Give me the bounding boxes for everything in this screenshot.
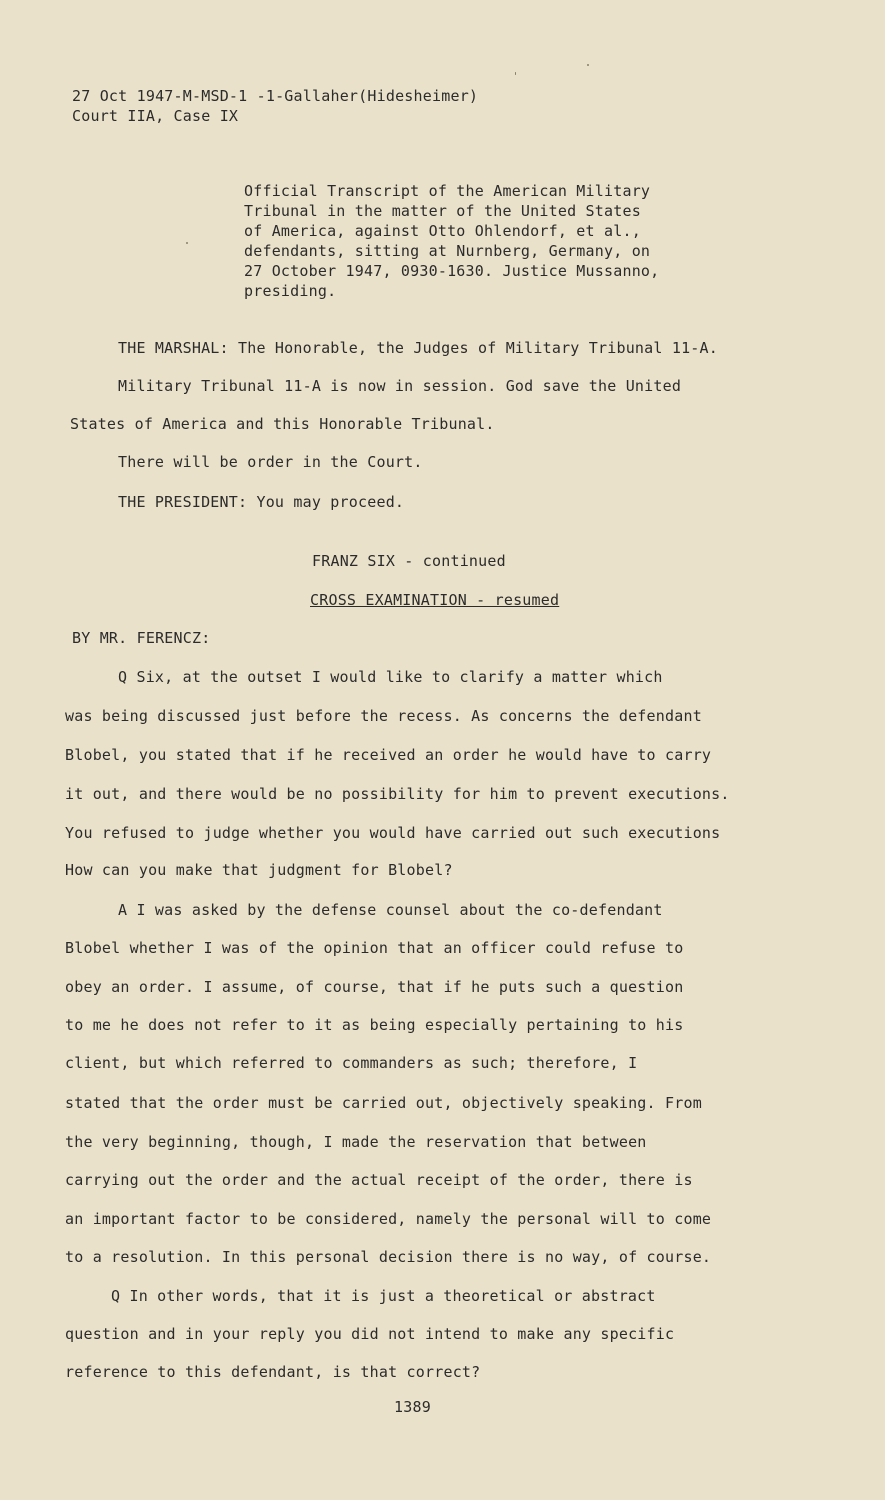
page-number: 1389 xyxy=(394,1398,431,1416)
testimony-line: to me he does not refer to it as being especially pertaining to his xyxy=(65,1016,684,1034)
testimony-line: You refused to judge whether you would have carried out such executions xyxy=(65,824,721,842)
testimony-line: it out, and there would be no possibility for him to prevent executions. xyxy=(65,785,730,803)
testimony-line: to a resolution. In this personal decision there is no way, of course. xyxy=(65,1248,712,1266)
testimony-line: the very beginning, though, I made the reservation that between xyxy=(65,1133,647,1151)
paper-speck xyxy=(186,242,188,244)
paper-speck xyxy=(515,72,516,75)
caption-line: Official Transcript of the American Military xyxy=(244,182,651,200)
paper-speck xyxy=(587,64,589,66)
examiner-line: BY MR. FERENCZ: xyxy=(72,629,211,647)
examination-heading: CROSS EXAMINATION - resumed xyxy=(310,591,560,609)
header-line-2: Court IIA, Case IX xyxy=(72,107,239,125)
testimony-line: reference to this defendant, is that correct? xyxy=(65,1363,481,1381)
caption-line: 27 October 1947, 0930-1630. Justice Mussanno, xyxy=(244,262,660,280)
testimony-line: A I was asked by the defense counsel about the co-defendant xyxy=(118,901,663,919)
caption-line: defendants, sitting at Nurnberg, Germany, on xyxy=(244,242,651,260)
testimony-line: Blobel whether I was of the opinion that an officer could refuse to xyxy=(65,939,684,957)
session-line-2: States of America and this Honorable Tribunal. xyxy=(70,415,495,433)
witness-name: FRANZ SIX - continued xyxy=(312,552,506,570)
testimony-line: Blobel, you stated that if he received an order he would have to carry xyxy=(65,746,712,764)
president-statement: THE PRESIDENT: You may proceed. xyxy=(118,493,405,511)
testimony-line: How can you make that judgment for Blobel? xyxy=(65,861,453,879)
order-line: There will be order in the Court. xyxy=(118,453,423,471)
testimony-line: question and in your reply you did not intend to make any specific xyxy=(65,1325,675,1343)
testimony-line: Q In other words, that it is just a theoretical or abstract xyxy=(111,1287,656,1305)
session-line-1: Military Tribunal 11-A is now in session. God save the United xyxy=(118,377,682,395)
testimony-line: client, but which referred to commanders as such; therefore, I xyxy=(65,1054,638,1072)
testimony-line: stated that the order must be carried out, objectively speaking. From xyxy=(65,1094,702,1112)
caption-line: of America, against Otto Ohlendorf, et al., xyxy=(244,222,641,240)
testimony-line: obey an order. I assume, of course, that if he puts such a question xyxy=(65,978,684,996)
marshal-statement: THE MARSHAL: The Honorable, the Judges of Military Tribunal 11-A. xyxy=(118,339,718,357)
caption-line: Tribunal in the matter of the United States xyxy=(244,202,641,220)
header-line-1: 27 Oct 1947-M-MSD-1 -1-Gallaher(Hidesheimer) xyxy=(72,87,479,105)
transcript-caption xyxy=(244,181,714,301)
testimony-line: Q Six, at the outset I would like to clarify a matter which xyxy=(118,668,663,686)
caption-line: presiding. xyxy=(244,282,337,300)
testimony-line: carrying out the order and the actual receipt of the order, there is xyxy=(65,1171,693,1189)
testimony-line: was being discussed just before the recess. As concerns the defendant xyxy=(65,707,702,725)
testimony-line: an important factor to be considered, namely the personal will to come xyxy=(65,1210,712,1228)
